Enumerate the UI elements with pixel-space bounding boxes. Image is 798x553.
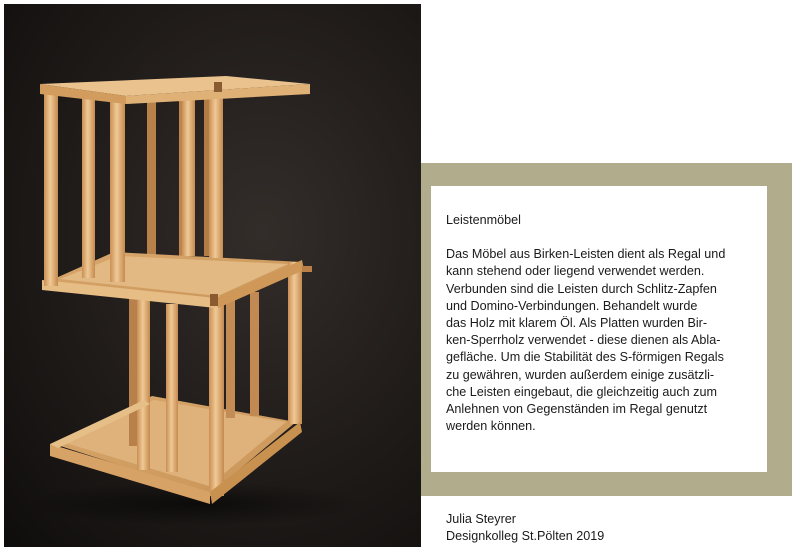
description-line: kann stehend oder liegend verwendet werden. [446,264,705,279]
furniture-photo [4,4,421,547]
author-name: Julia Steyrer [446,512,516,526]
description-line: zu gewähren, wurden außerdem einige zusätzli- [446,367,715,382]
s-shaped-birch-shelf-photo [4,4,421,547]
description-line: gefläche. Um die Stabilität des S-förmigen Regals [446,350,724,365]
description-card [431,186,767,472]
description-line: Verbunden sind die Leisten durch Schlitz-Zapfen [446,281,717,296]
credits [446,511,604,545]
description-line: und Domino-Verbindungen. Behandelt wurde [446,298,698,313]
description-body [446,246,757,435]
description-title: Leistenmöbel [446,213,521,227]
description-line: werden können. [446,419,536,434]
description-line: das Holz mit klarem Öl. Als Platten wurden Bir- [446,316,708,331]
description-line: Das Möbel aus Birken-Leisten dient als Regal und [446,247,726,262]
description-line: ken-Sperrholz verwendet - diese dienen als Abla- [446,333,721,348]
description-line: Anlehnen von Gegenständen im Regal genutzt [446,402,708,417]
school-year: Designkolleg St.Pölten 2019 [446,529,605,543]
description-line: che Leisten eingebaut, die gleichzeitig auch zum [446,384,717,399]
